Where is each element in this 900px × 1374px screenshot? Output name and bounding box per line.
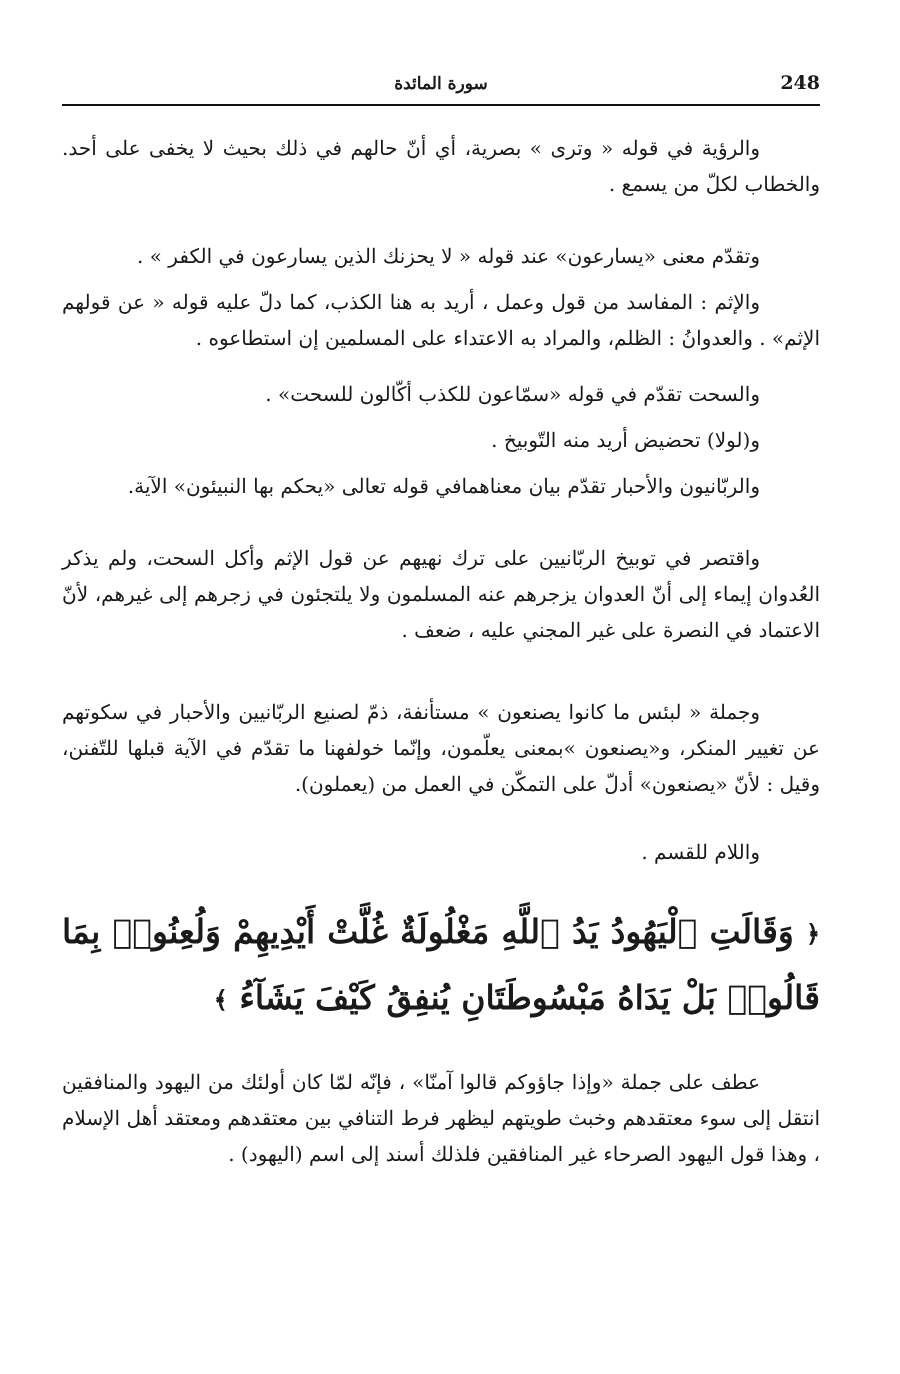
verse-close-bracket: ﴾	[213, 985, 228, 1014]
verse-text: وَقَالَتِ ٱلْيَهُودُ يَدُ ٱللَّهِ مَغْلُولَةٌ غُلَّتْ أَيْدِيهِمْ وَلُعِنُوا۟ بِمَا قَالُوا۟ بَلْ يَدَاهُ مَبْسُوطَتَانِ يُنفِقُ كَيْفَ يَشَآءُ	[62, 912, 820, 1017]
paragraph-vision: والرؤية في قوله « وترى » بصرية، أي أنّ حالهم في ذلك بحيث لا يخفى على أحد. والخطاب لكلّ من يسمع .	[62, 136, 820, 196]
paragraph-iqtasar: واقتصر في توبيخ الربّانيين على ترك نهيهم عن قول الإثم وأكل السحت، ولم يذكر العُدوان إيماء إلى أنّ العدوان يزجرهم عنه المسلمون ولا يلتجئون في زجرهم إلى غيرهم، لأنّ الاعتماد في النصرة على غير المجني عليه ، ضعف .	[62, 546, 820, 642]
page-number: 248	[780, 72, 820, 94]
paragraph-yusariun: وتقدّم معنى «يسارعون» عند قوله « لا يحزنك الذين يسارعون في الكفر » .	[137, 244, 760, 268]
quran-verse	[62, 900, 820, 1032]
paragraph-rabbaniyun: والربّانيون والأحبار تقدّم بيان معناهمافي قوله تعالى «يحكم بها النبيئون» الآية.	[127, 474, 760, 498]
verse-open-bracket: ﴿	[805, 919, 820, 948]
paragraph-lam: واللام للقسم .	[641, 840, 760, 864]
page-header	[62, 70, 820, 106]
paragraph-ithm: والإثم : المفاسد من قول وعمل ، أريد به هنا الكذب، كما دلّ عليه قوله « عن قولهم الإثم» . والعدوانُ : الظلم، والمراد به الاعتداء على المسلمين إن استطاعوه .	[62, 290, 820, 350]
paragraph-atf: عطف على جملة «وإذا جاؤوكم قالوا آمنّا» ، فإنّه لمّا كان أولئك من اليهود والمنافقين انتقل إلى سوء معتقدهم وخبث طويتهم ليظهر فرط التنافي بين معتقدهم ومعتقد أهل الإسلام ، وهذا قول اليهود الصرحاء غير المنافقين فلذلك أسند إلى اسم (اليهود) .	[62, 1070, 820, 1166]
paragraph-suht: والسحت تقدّم في قوله «سمّاعون للكذب أكّالون للسحت» .	[265, 382, 760, 406]
paragraph-jumla: وجملة « لبئس ما كانوا يصنعون » مستأنفة، ذمّ لصنيع الربّانيين والأحبار في سكوتهم عن تغيير المنكر، و«يصنعون »بمعنى يعلّمون، وإنّما خولفهنا ما تقدّم في الآية قبلها للتّفنن، وقيل : لأنّ «يصنعون» أدلّ على التمكّن في العمل من (يعملون).	[62, 700, 820, 796]
running-title: سورة المائدة	[394, 74, 488, 94]
paragraph-lawla: و(لولا) تحضيض أريد منه التّوبيخ .	[491, 428, 760, 452]
book-page	[62, 0, 820, 1374]
